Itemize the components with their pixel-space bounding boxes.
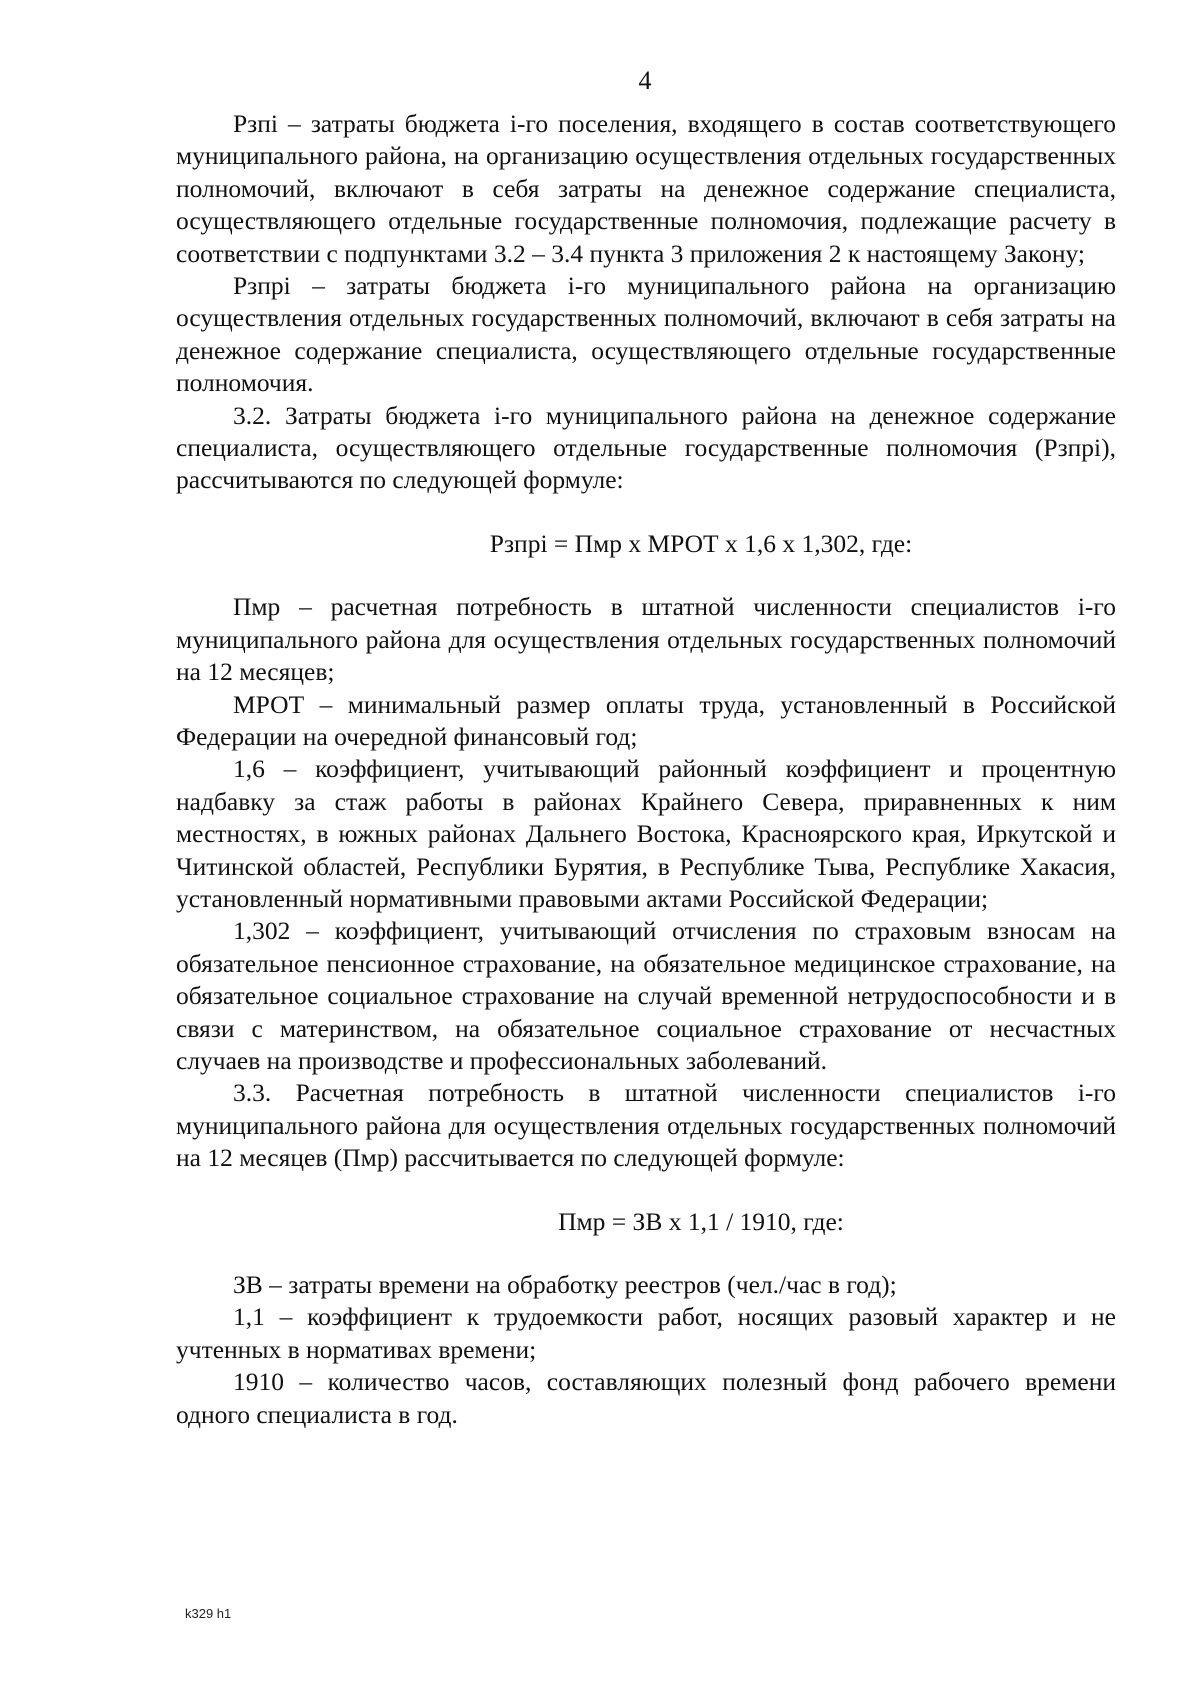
paragraph-coefficient-1-1: 1,1 – коэффициент к трудоемкости работ, носящих разовый характер и не учтенных в нормативах времени;	[176, 1302, 1116, 1364]
formula-pmr: Пмр = ЗВ х 1,1 / 1910, где:	[558, 1206, 844, 1236]
footer-document-code: k329 h1	[185, 1606, 232, 1621]
paragraph-1910-definition: 1910 – количество часов, составляющих полезный фонд рабочего времени одного специалиста в год.	[176, 1367, 1116, 1429]
paragraph-zv-definition: ЗВ – затраты времени на обработку реестров (чел./час в год);	[233, 1270, 897, 1299]
paragraph-rzpri-definition: Рзпрi – затраты бюджета i-го муниципального района на организацию осуществления отдельных государственных полномочий, включают в себя затраты на денежное содержание специалиста, осуществляющего отдельные государственные полномочия.	[176, 271, 1116, 398]
paragraph-mrot-definition: МРОТ – минимальный размер оплаты труда, установленный в Российской Федерации на очередной финансовый год;	[176, 689, 1116, 751]
paragraph-coefficient-1-6: 1,6 – коэффициент, учитывающий районный коэффициент и процентную надбавку за стаж работы в районах Крайнего Севера, приравненных к ним местностях, в южных районах Дальнего Востока, Красноярского края, Иркутской и Читинской областей, Республики Бурятия, в Республике Тыва, Республике Хакасия, установленный нормативными правовыми актами Российской Федерации;	[176, 754, 1116, 913]
paragraph-3-3: 3.3. Расчетная потребность в штатной численности специалистов i-го муниципального района для осуществления отдельных государственных полномочий на 12 месяцев (Пмр) рассчитывается по следующей формуле:	[176, 1078, 1116, 1173]
paragraph-pmr-definition: Пмр – расчетная потребность в штатной численности специалистов i-го муниципального района для осуществления отдельных государственных полномочий на 12 месяцев;	[176, 592, 1116, 687]
paragraph-coefficient-1-302: 1,302 – коэффициент, учитывающий отчисления по страховым взносам на обязательное пенсионное страхование, на обязательное медицинское страхование, на обязательное социальное страхование на случай временной нетрудоспособности и в связи с материнством, на обязательное социальное страхование от несчастных случаев на производстве и профессиональных заболеваний.	[176, 916, 1116, 1075]
paragraph-rzpi-definition: Рзпi – затраты бюджета i-го поселения, входящего в состав соответствующего муниципального района, на организацию осуществления отдельных государственных полномочий, включают в себя затраты на денежное содержание специалиста, осуществляющего отдельные государственные полномочия, подлежащие расчету в соответствии с подпунктами 3.2 – 3.4 пункта 3 приложения 2 к настоящему Закону;	[176, 109, 1116, 268]
formula-rzpri: Рзпрi = Пмр х МРОТ х 1,6 х 1,302, где:	[489, 528, 913, 558]
paragraph-3-2: 3.2. Затраты бюджета i-го муниципального района на денежное содержание специалиста, осуществляющего отдельные государственные полномочия (Рзпрi), рассчитываются по следующей формуле:	[176, 400, 1116, 495]
document-body	[176, 108, 1116, 1431]
page-number: 4	[638, 66, 652, 95]
